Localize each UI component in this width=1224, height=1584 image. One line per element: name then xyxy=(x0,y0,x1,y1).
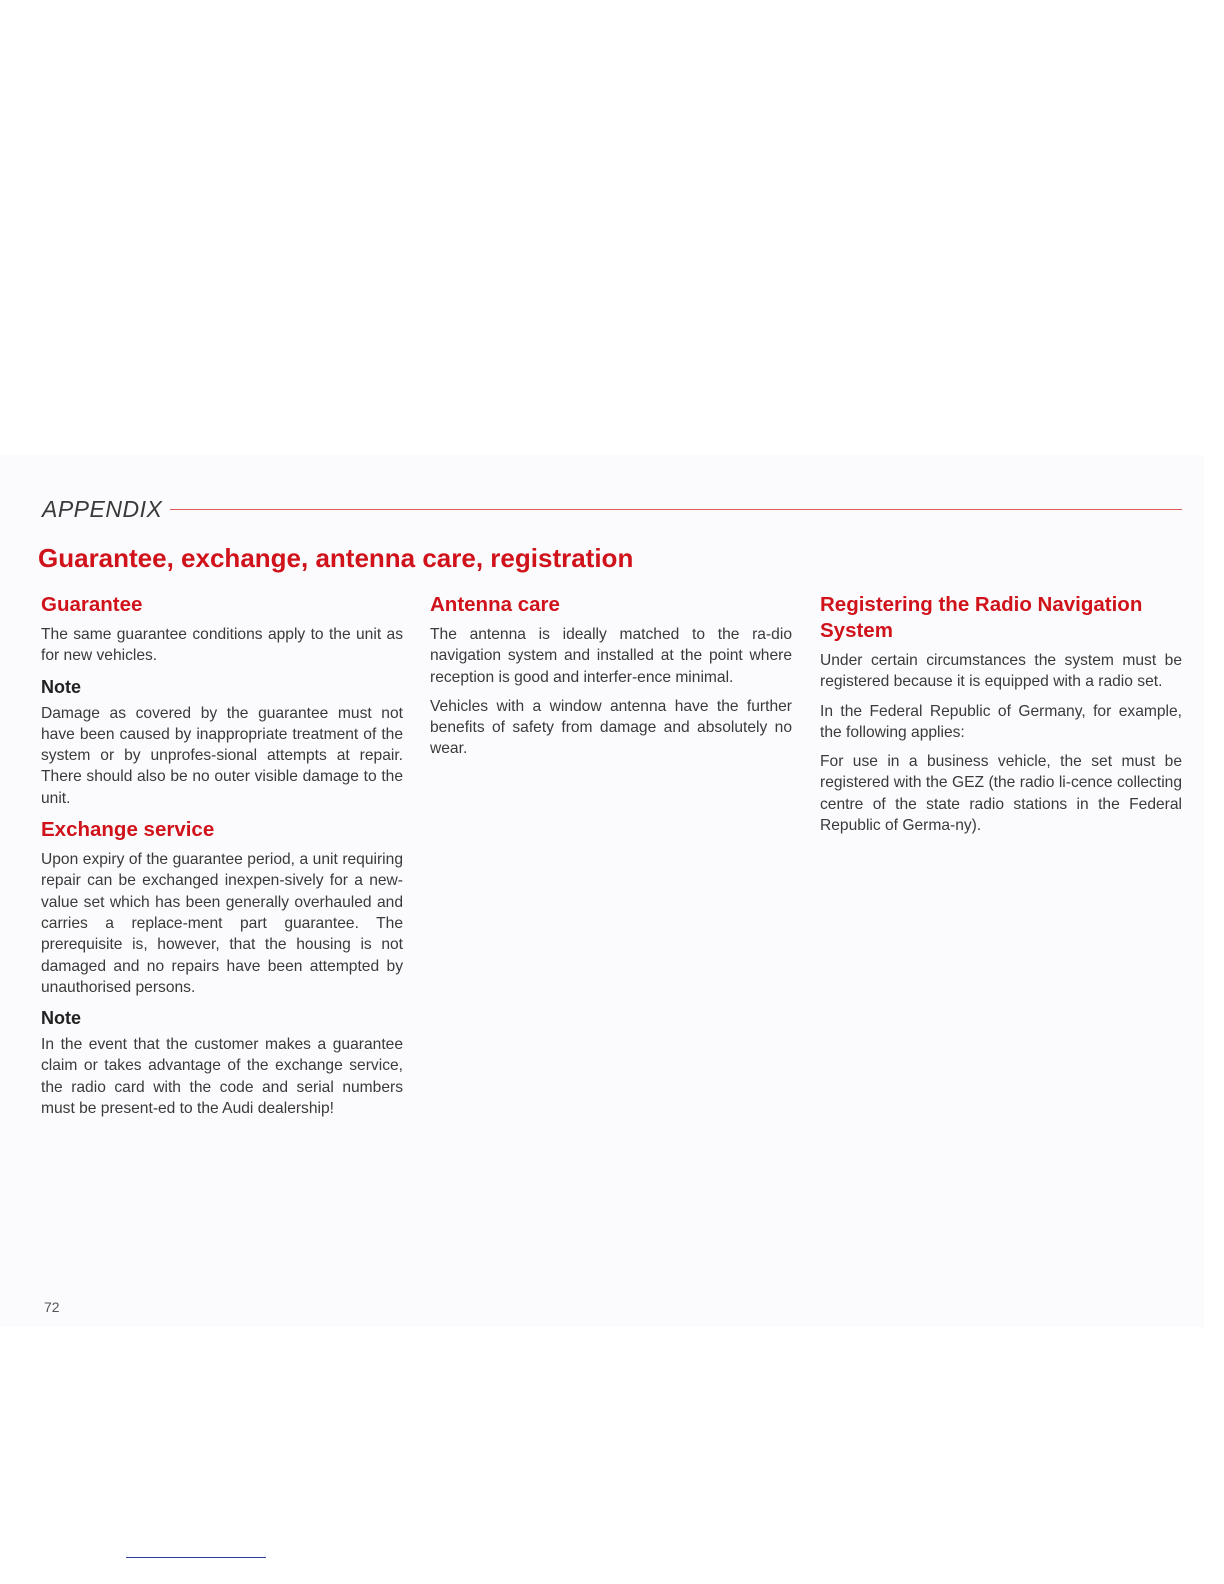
antenna-heading: Antenna care xyxy=(430,593,560,616)
section-label: APPENDIX xyxy=(42,496,163,522)
exchange-note-text: In the event that the customer makes a guarantee claim or takes advantage of the exchange service, the radio card with the code and serial numbers must be present-ed to the Audi dealership! xyxy=(41,1036,403,1118)
column-antenna xyxy=(430,592,792,768)
exchange-text: Upon expiry of the guarantee period, a unit requiring repair can be exchanged inexpen-sively for a new-value set which has been generally overhauled and carries a replace-ment part guarantee. The prerequisite is, however, that the housing is not damaged and no repairs have been attempted by unauthorised persons. xyxy=(41,851,403,996)
page-title: Guarantee, exchange, antenna care, registration xyxy=(38,543,634,573)
antenna-text-1: The antenna is ideally matched to the ra-dio navigation system and installed at the point where reception is good and interfer-ence minimal. xyxy=(430,626,792,686)
registering-text-3: For use in a business vehicle, the set must be registered with the GEZ (the radio li-cence collecting centre of the state radio stations in the Federal Republic of Germa-ny). xyxy=(820,753,1182,835)
guarantee-note-heading: Note xyxy=(41,676,81,697)
section-header xyxy=(42,494,1182,524)
column-guarantee xyxy=(41,592,403,1127)
section-rule xyxy=(170,509,1182,510)
exchange-heading: Exchange service xyxy=(41,818,215,842)
guarantee-text: The same guarantee conditions apply to the unit as for new vehicles. xyxy=(41,626,403,665)
page-number: 72 xyxy=(44,1299,60,1315)
registering-heading: Registering the Radio Navigation System xyxy=(820,593,1143,642)
footer-rule xyxy=(126,1557,266,1558)
exchange-section xyxy=(41,817,403,1119)
antenna-text-2: Vehicles with a window antenna have the further benefits of safety from damage and absolutely no wear. xyxy=(430,697,792,758)
registering-text-2: In the Federal Republic of Germany, for example, the following applies: xyxy=(820,702,1182,741)
registering-text-1: Under certain circumstances the system must be registered because it is equipped with a radio set. xyxy=(820,652,1182,691)
column-registering xyxy=(820,592,1182,844)
guarantee-section xyxy=(41,592,403,809)
guarantee-heading: Guarantee xyxy=(41,593,143,616)
guarantee-note-text: Damage as covered by the guarantee must not have been caused by inappropriate treatment of the system or by unprofes-sional attempts at repair. There should also be no outer visible damage to the unit. xyxy=(41,704,403,807)
exchange-note-heading: Note xyxy=(41,1008,81,1029)
